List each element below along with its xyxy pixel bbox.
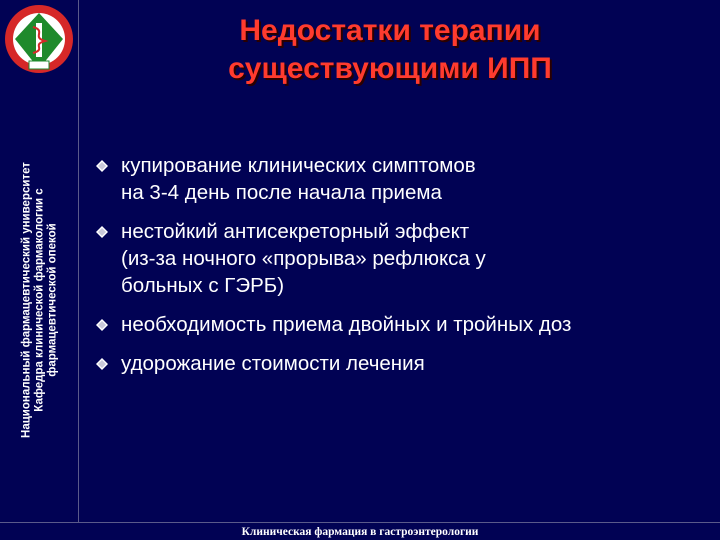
university-sidebar-label bbox=[21, 80, 60, 520]
bullet-line: купирование клинических симптомов bbox=[121, 154, 476, 177]
diamond-bullet-icon bbox=[96, 160, 108, 172]
bullet-line: больных с ГЭРБ) bbox=[121, 274, 285, 297]
slide-title bbox=[150, 12, 630, 88]
bullet-list bbox=[96, 152, 706, 389]
sidebar-line: Национальный фармацевтический университет bbox=[20, 162, 33, 438]
bullet-line: (из-за ночного «прорыва» рефлюкса у bbox=[121, 247, 486, 270]
bullet-line: на 3-4 день после начала приема bbox=[121, 181, 442, 204]
title-line: существующими ИПП bbox=[228, 52, 552, 85]
title-line: Недостатки терапии bbox=[239, 14, 541, 47]
bullet-line: удорожание стоимости лечения bbox=[121, 352, 425, 375]
list-item bbox=[96, 350, 706, 377]
bullet-line: нестойкий антисекреторный эффект bbox=[121, 220, 470, 243]
bullet-line: необходимость приема двойных и тройных доз bbox=[121, 313, 572, 336]
footer-caption: Клиническая фармация в гастроэнтерологии bbox=[241, 526, 479, 538]
list-item bbox=[96, 218, 706, 299]
diamond-bullet-icon bbox=[96, 358, 108, 370]
list-item bbox=[96, 311, 706, 338]
sidebar-line: фармацевтической опекой bbox=[46, 223, 59, 377]
left-divider bbox=[78, 0, 79, 522]
diamond-bullet-icon bbox=[96, 319, 108, 331]
bottom-divider bbox=[0, 522, 720, 523]
sidebar-line: Кафедра клинической фармакологии с bbox=[33, 188, 46, 412]
list-item bbox=[96, 152, 706, 206]
diamond-bullet-icon bbox=[96, 226, 108, 238]
university-seal-icon bbox=[3, 3, 75, 79]
